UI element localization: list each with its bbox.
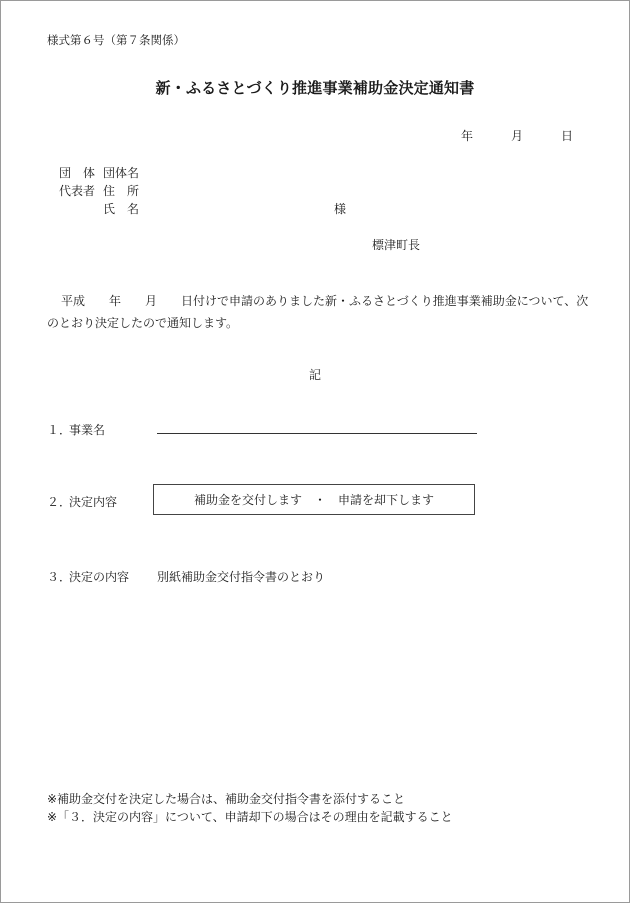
name-label: 氏 名 [103, 202, 140, 216]
item-1-label: 事業名 [69, 423, 106, 437]
notice-paragraph [47, 290, 595, 334]
item-3-value: 別紙補助金交付指令書のとおり [157, 570, 326, 584]
item-3-number: ３． [47, 570, 72, 584]
group-name-label: 団体名 [103, 166, 140, 180]
form-number: 様式第６号（第７条関係） [47, 33, 185, 47]
date-month-label: 月 [511, 129, 524, 143]
project-name-line [157, 433, 477, 434]
group-label: 団 体 [59, 166, 96, 180]
address-label: 住 所 [103, 184, 140, 198]
decision-option-grant: 補助金を交付します [193, 493, 302, 507]
item-1-number: １． [47, 423, 72, 437]
notice-paragraph-text: 平成 年 月 日付けで申請のありました新・ふるさとづくり推進事業補助金について、次のとおり決定したので通知します。 [47, 294, 589, 330]
decision-option-separator: ・ [313, 493, 326, 507]
honorific-sama: 様 [334, 202, 347, 216]
ki-marker: 記 [308, 368, 321, 382]
item-2-number: ２． [47, 495, 72, 509]
note-2: ※「３．決定の内容」について、申請却下の場合はその理由を記載すること [47, 810, 453, 824]
decision-option-reject: 申請を却下します [338, 493, 435, 507]
representative-label: 代表者 [59, 184, 96, 198]
item-3-label: 決定の内容 [69, 570, 130, 584]
date-day-label: 日 [561, 129, 574, 143]
date-year-label: 年 [461, 129, 474, 143]
issuer-name: 標津町長 [372, 238, 421, 252]
decision-options-box [153, 484, 475, 515]
item-2-label: 決定内容 [69, 495, 118, 509]
document-title: 新・ふるさとづくり推進事業補助金決定通知書 [155, 79, 475, 97]
note-1: ※補助金交付を決定した場合は、補助金交付指令書を添付すること [47, 792, 406, 806]
